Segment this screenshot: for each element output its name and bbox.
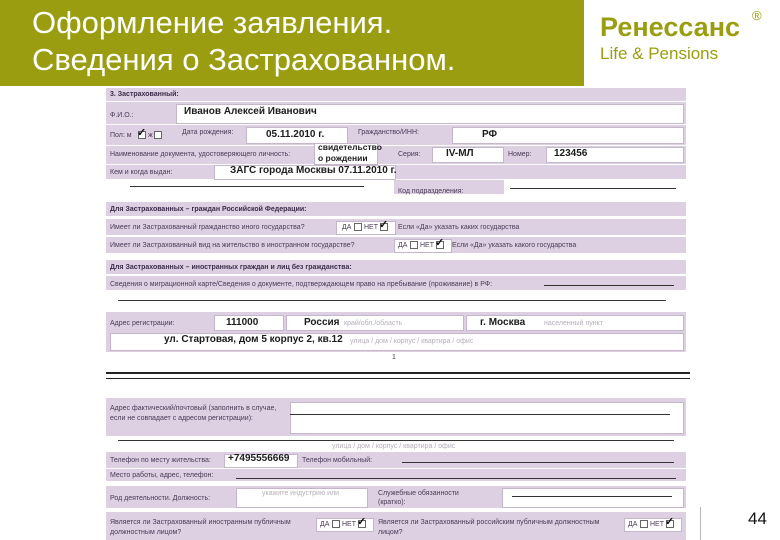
number-value: 123456 [554, 148, 588, 159]
residence-yes-checkbox[interactable] [410, 241, 418, 249]
document-value-2: о рождении [318, 153, 368, 163]
fio-label: Ф.И.О.: [110, 112, 134, 119]
reg-city-value: г. Москва [480, 317, 526, 328]
other-citizenship-yes: ДА [342, 224, 352, 231]
duties-underline [512, 496, 672, 497]
slide-title [32, 4, 455, 78]
logo-registered-mark: ® [752, 8, 762, 23]
phone-home-value: +7495556669 [228, 453, 290, 464]
reg-street-value: ул. Стартовая, дом 5 корпус 2, кв.12 [164, 334, 343, 345]
fio-value: Иванов Алексей Иванович [184, 106, 317, 117]
activity-label: Род деятельности. Должность: [110, 495, 211, 502]
series-label: Серия: [398, 151, 421, 158]
reg-index-value: 111000 [226, 317, 259, 328]
check-mark-icon: ✓ [357, 516, 367, 528]
residence-hint: Если «Да» указать какого государства [452, 242, 577, 249]
reg-city-hint: населенный пункт [544, 320, 604, 327]
pep-foreign-yes-checkbox[interactable] [332, 520, 340, 528]
foreign-header: Для Застрахованных – иностранных граждан и лиц без гражданства: [110, 264, 352, 271]
residence-question: Имеет ли Застрахованный вид на жительство в иностранном государстве? [110, 242, 355, 249]
pep-foreign-yes: ДА [320, 521, 330, 528]
migration-underline [544, 285, 674, 286]
small-mark: 1 [392, 354, 396, 361]
check-mark-icon: ✓ [435, 237, 445, 249]
section-title: 3. Застрахованный: [110, 91, 179, 98]
logo-subtitle: Life & Pensions [600, 44, 719, 63]
migration-label: Сведения о миграционной карте/Сведения о документе, подтверждающем право на пребывание (проживание) в РФ: [110, 281, 493, 288]
phone-mobile-underline [402, 462, 674, 463]
fold-line-bottom [106, 378, 690, 379]
dob-label: Дата рождения: [182, 129, 234, 136]
citizenship-label: Гражданство/ИНН: [358, 129, 419, 136]
section-band [106, 88, 686, 101]
duties-hint: (кратко): [378, 499, 406, 506]
actual-address-underline-2 [118, 440, 674, 441]
registration-label: Адрес регистрации: [110, 320, 175, 327]
issued-underline [130, 186, 364, 187]
pep-foreign-no: НЕТ [342, 521, 356, 528]
pep-russian-question-text: Является ли Застрахованный российским публичным должностным лицом? [378, 519, 600, 536]
dept-label: Код подразделения: [398, 188, 464, 195]
citizenship-value: РФ [482, 129, 498, 140]
rf-header: Для Застрахованных – граждан Российской Федерации: [110, 206, 307, 213]
sex-female-label: ж [148, 132, 153, 139]
reg-country-value: Россия [304, 317, 340, 328]
pep-russian-question [378, 518, 602, 538]
check-mark-icon: ✓ [379, 219, 389, 231]
number-label: Номер: [508, 151, 532, 158]
document-label: Наименование документа, удостоверяющего личность: [110, 151, 291, 158]
activity-hint: укажите индустрию или [262, 490, 340, 497]
actual-address-field[interactable] [290, 402, 684, 434]
insured-form-bottom [106, 398, 686, 540]
check-mark-icon: ✓ [137, 127, 147, 139]
other-citizenship-yes-checkbox[interactable] [354, 223, 362, 231]
other-citizenship-no: НЕТ [364, 224, 378, 231]
pep-foreign-question [110, 518, 306, 538]
sex-label: Пол: м [110, 132, 132, 139]
series-value: IV-МЛ [446, 148, 474, 159]
work-label: Место работы, адрес, телефон: [110, 472, 214, 479]
reg-street-hint: улица / дом / корпус / квартира / офис [350, 338, 474, 345]
duties-label: Служебные обязанности [378, 490, 459, 497]
document-value-1: свидетельство [318, 142, 382, 152]
reg-region-hint: край/обл./область [344, 320, 403, 327]
actual-address-label-text: Адрес фактический/почтовый (заполнить в случае, если не совпадает с адресом регистрации): [110, 405, 277, 422]
actual-address-hint: улица / дом / корпус / квартира / офис [332, 443, 456, 450]
insured-form-top [106, 88, 686, 354]
title-line-1: Оформление заявления. [32, 5, 393, 40]
migration-underline-2 [118, 300, 666, 301]
logo-text: Ренессанс [600, 12, 741, 42]
actual-address-label [110, 404, 286, 424]
fold-line-top [106, 372, 690, 374]
duties-field[interactable] [502, 488, 684, 508]
sex-female-checkbox[interactable] [154, 131, 162, 139]
pep-foreign-question-text: Является ли Застрахованный иностранным публичным должностным лицом? [110, 519, 291, 536]
phone-home-label: Телефон по месту жительства: [110, 457, 211, 464]
page-number: 44 [748, 509, 767, 528]
pep-russian-yes-checkbox[interactable] [640, 520, 648, 528]
other-citizenship-hint: Если «Да» указать каких государства [398, 224, 520, 231]
residence-yes: ДА [398, 242, 408, 249]
issued-label: Кем и когда выдан: [110, 169, 173, 176]
title-line-2: Сведения о Застрахованном. [32, 42, 456, 77]
pep-russian-no: НЕТ [650, 521, 664, 528]
pep-russian-yes: ДА [628, 521, 638, 528]
check-mark-icon: ✓ [665, 516, 675, 528]
residence-no: НЕТ [420, 242, 434, 249]
actual-address-underline [290, 414, 670, 415]
issued-value: ЗАГС города Москвы 07.11.2010 г. [230, 165, 397, 176]
phone-mobile-label: Телефон мобильный: [302, 457, 373, 464]
work-underline [236, 478, 676, 479]
dept-underline [510, 188, 676, 189]
dob-value: 05.11.2010 г. [266, 129, 325, 140]
other-citizenship-question: Имеет ли Застрахованный гражданство иного государства? [110, 224, 305, 231]
page-divider [700, 507, 701, 540]
